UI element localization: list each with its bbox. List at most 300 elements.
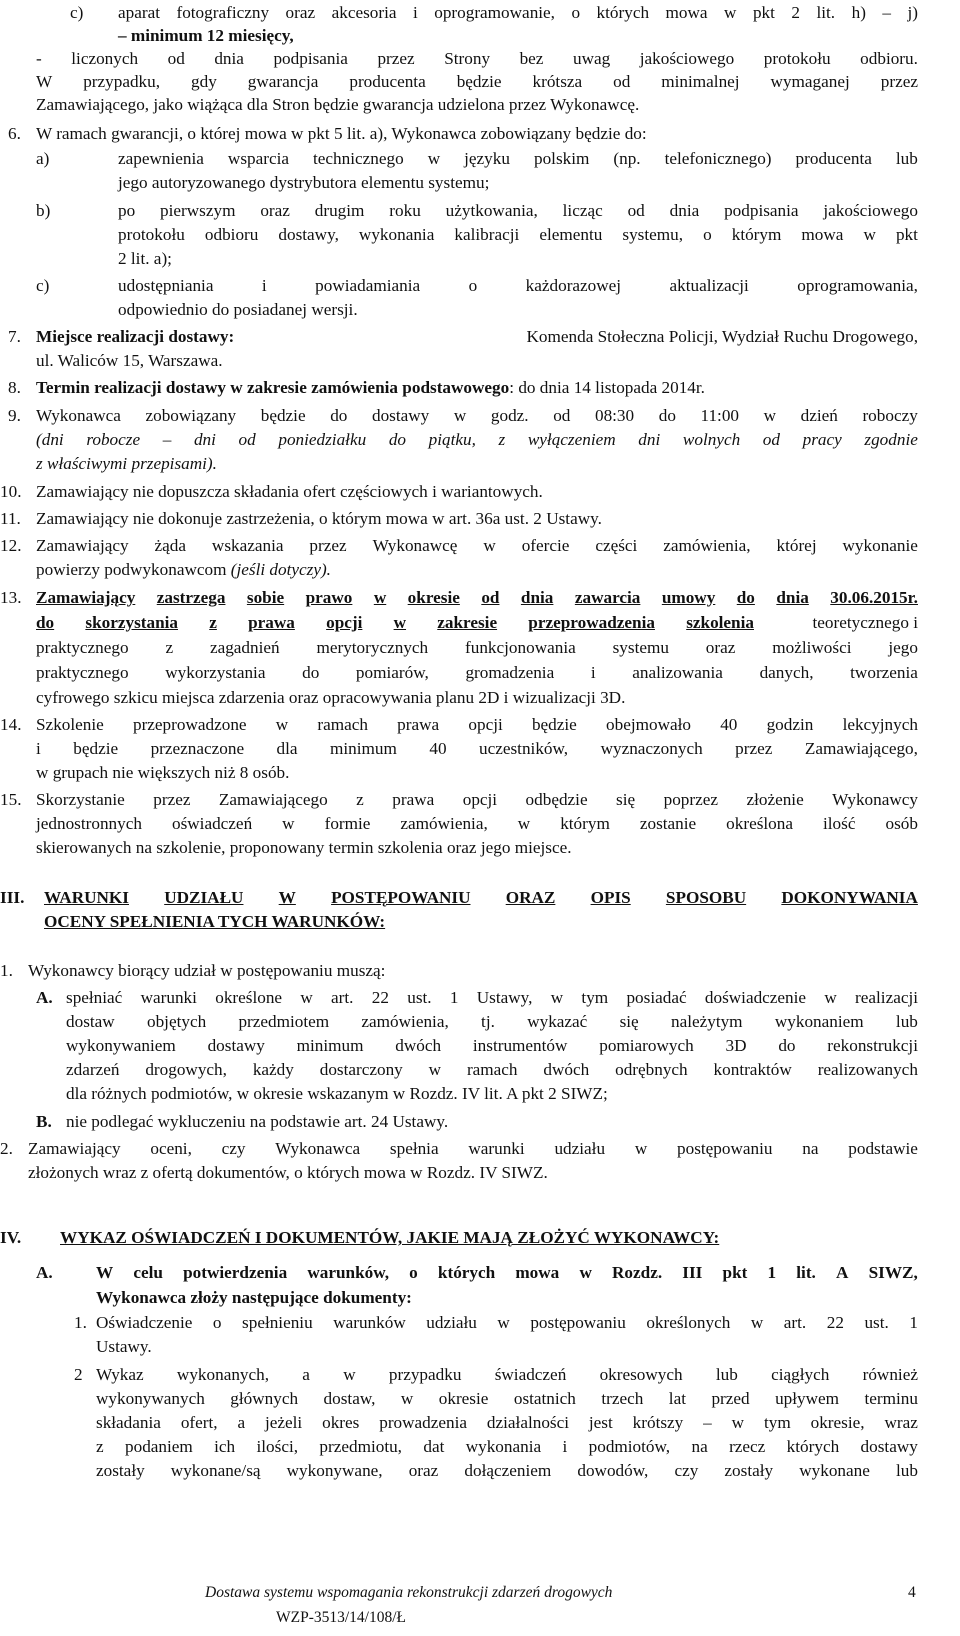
list-label: a) xyxy=(36,149,50,168)
word: okresie xyxy=(438,1389,489,1408)
word: potwierdzenia xyxy=(183,1263,288,1282)
word: będzie xyxy=(73,739,119,758)
list-label: b) xyxy=(36,201,51,220)
word: UDZIAŁU xyxy=(164,888,244,907)
word: lekcyjnych xyxy=(842,715,918,734)
word: Wykonawcy xyxy=(832,790,918,809)
word: w xyxy=(517,814,531,833)
word: roboczy xyxy=(862,406,918,425)
word: formie xyxy=(324,814,371,833)
word: poniedziałku xyxy=(278,430,367,449)
paragraph-line xyxy=(36,326,918,348)
word: merytorycznych xyxy=(316,638,429,657)
word: każdy xyxy=(252,1060,294,1079)
word: warunki xyxy=(140,988,197,1007)
paragraph-line xyxy=(36,714,918,736)
word: dostaw, xyxy=(323,1389,376,1408)
word: spełniać xyxy=(66,988,123,1007)
word: skorzystania xyxy=(85,613,179,632)
paragraph-line xyxy=(118,148,918,170)
paragraph-line xyxy=(96,1388,918,1410)
word: podaniem xyxy=(125,1437,193,1456)
word: doświadczenie xyxy=(704,988,807,1007)
paragraph-line xyxy=(118,200,918,222)
word: roku xyxy=(389,201,421,220)
word: analizowania xyxy=(632,663,723,682)
word: ORAZ xyxy=(505,888,556,907)
paragraph-line xyxy=(36,612,918,634)
word: – xyxy=(162,430,172,449)
word: Ustawy, xyxy=(476,988,533,1007)
list-label: A. xyxy=(36,1263,53,1282)
word: i xyxy=(36,739,41,758)
word: osób xyxy=(885,814,918,833)
word: lub xyxy=(895,1012,918,1031)
word: praktycznego xyxy=(36,638,129,657)
word: odbioru xyxy=(204,225,259,244)
word: godzin xyxy=(766,715,814,734)
word: będzie xyxy=(260,406,306,425)
word: z xyxy=(96,1437,104,1456)
word: w xyxy=(393,613,407,632)
word: h) xyxy=(851,3,866,22)
word: w xyxy=(724,3,737,22)
paragraph-line: w grupach nie większych niż 8 osób. xyxy=(36,763,290,782)
word: w xyxy=(427,149,441,168)
word: instrumentów xyxy=(472,1036,568,1055)
section-title: WYKAZ OŚWIADCZEŃ I DOKUMENTÓW, JAKIE MAJĄ ZŁOŻYĆ WYKONAWCY: xyxy=(60,1228,720,1247)
word: tj. xyxy=(481,1012,495,1031)
word: objętych xyxy=(146,1012,207,1031)
word: zawarcia xyxy=(574,588,641,607)
word: aparat xyxy=(118,3,160,22)
word: udostępniania xyxy=(118,276,214,295)
word: w xyxy=(453,406,467,425)
word: podstawie xyxy=(848,1139,918,1158)
word: w xyxy=(483,536,496,555)
word: ofercie xyxy=(521,536,570,555)
paragraph-line xyxy=(96,1412,918,1434)
word: robocze xyxy=(86,430,141,449)
section-title xyxy=(44,887,918,909)
word: działalności xyxy=(486,1413,570,1432)
list-number: 2. xyxy=(0,1139,13,1158)
word: 3D xyxy=(725,1036,747,1055)
word: Zamawiającego xyxy=(218,790,328,809)
word: protokołu xyxy=(763,49,831,68)
word: liczonych xyxy=(71,49,139,68)
word: oraz xyxy=(285,3,316,22)
word: trzech xyxy=(601,1389,644,1408)
list-number: 14. xyxy=(0,715,22,734)
word: obejmowało xyxy=(606,715,691,734)
word: pomiarowych xyxy=(599,1036,694,1055)
word: 40 xyxy=(720,715,738,734)
word: wykonywane, xyxy=(286,1461,383,1480)
word: krótsza xyxy=(532,72,583,91)
word: wykonanie xyxy=(842,536,918,555)
word: Strony xyxy=(444,49,491,68)
paragraph-line xyxy=(36,405,918,427)
word: 08:30 xyxy=(594,406,635,425)
word: prawo xyxy=(305,588,353,607)
paragraph-line: złożonych wraz z ofertą dokumentów, o których mowa w Rozdz. IV SIWZ. xyxy=(28,1163,548,1182)
list-label: c) xyxy=(70,3,84,22)
word: w xyxy=(731,1413,745,1432)
word: 11:00 xyxy=(700,406,740,425)
word: z xyxy=(356,790,364,809)
paragraph-line: jego autoryzowanego dystrybutora elementu systemu; xyxy=(118,173,490,192)
word: jeżeli xyxy=(264,1413,303,1432)
word: producenta xyxy=(349,72,426,91)
word: warunków, xyxy=(307,1263,389,1282)
list-number: 1. xyxy=(0,961,13,980)
word: w xyxy=(634,1139,648,1158)
paragraph-line xyxy=(66,1035,918,1057)
word: prawa xyxy=(397,715,440,734)
word: OPIS xyxy=(590,888,631,907)
word: minimalnej xyxy=(661,72,740,91)
word: dostawy, xyxy=(278,225,339,244)
word: głównych xyxy=(230,1389,299,1408)
paragraph-line xyxy=(36,637,918,659)
paragraph-line: Wykonawcy biorący udział w postępowaniu muszą: xyxy=(28,961,386,980)
word: A xyxy=(836,1263,849,1282)
paragraph-line xyxy=(66,987,918,1009)
paragraph-text: teoretycznego i xyxy=(812,613,918,632)
word: szkolenia xyxy=(686,613,754,632)
word: dołączeniem xyxy=(464,1461,552,1480)
word: wolnych xyxy=(682,430,741,449)
word: oprogramowanie, xyxy=(434,3,555,22)
word: wymaganej xyxy=(770,72,850,91)
word: POSTĘPOWANIU xyxy=(331,888,471,907)
word: dnia xyxy=(520,588,554,607)
footer-title: Dostawa systemu wspomagania rekonstrukcji zdarzeń drogowych xyxy=(205,1584,613,1601)
word: godz. xyxy=(490,406,529,425)
word: 1 xyxy=(449,988,459,1007)
paragraph-line xyxy=(28,1138,918,1160)
word: będzie xyxy=(456,72,502,91)
word: warunki xyxy=(468,1139,525,1158)
word: umowy xyxy=(661,588,716,607)
word: Wykonawcę xyxy=(372,536,458,555)
word: wykonanych, xyxy=(176,1365,270,1384)
paragraph-line xyxy=(96,1364,918,1386)
word: w xyxy=(550,988,564,1007)
word: o xyxy=(468,276,478,295)
word: celu xyxy=(133,1263,163,1282)
word: oraz xyxy=(408,1461,439,1480)
word: przeprowadzenia xyxy=(528,613,655,632)
paragraph-line: Wykonawca złoży następujące dokumenty: xyxy=(96,1288,412,1307)
word: rekonstrukcji xyxy=(827,1036,918,1055)
word: przedmiotu, xyxy=(319,1437,402,1456)
paragraph-line xyxy=(118,275,918,297)
word: Wykonawca xyxy=(36,406,121,425)
word: postępowaniu xyxy=(530,1313,626,1332)
word: na xyxy=(691,1437,708,1456)
word: 1 xyxy=(909,1313,918,1332)
word: 30.06.2015r. xyxy=(830,588,918,607)
word: od xyxy=(613,72,631,91)
list-number: 1. xyxy=(74,1313,87,1332)
paragraph-line: Zamawiający nie dopuszcza składania ofert częściowych i wariantowych. xyxy=(36,482,543,501)
paragraph-line xyxy=(96,1312,918,1334)
word: składania xyxy=(96,1413,161,1432)
paragraph-line xyxy=(36,48,918,70)
paragraph-text: Komenda Stołeczna Policji, Wydział Ruchu Drogowego, xyxy=(526,327,918,346)
word: określonych xyxy=(646,1313,731,1332)
word: postępowaniu xyxy=(677,1139,773,1158)
word: wykonaniem xyxy=(774,1012,864,1031)
word: Skorzystanie xyxy=(36,790,125,809)
word: okresie, xyxy=(810,1413,865,1432)
paragraph-line xyxy=(36,429,918,451)
word: i xyxy=(412,3,418,22)
word: których xyxy=(437,1263,496,1282)
word: dostawy xyxy=(207,1036,265,1055)
word: SPOSOBU xyxy=(665,888,747,907)
word: opcji xyxy=(468,715,503,734)
word: systemu, xyxy=(622,225,684,244)
footer-reference: WZP-3513/14/108/Ł xyxy=(276,1609,407,1626)
word: w xyxy=(373,588,387,607)
word: każdorazowej xyxy=(525,276,622,295)
word: dni xyxy=(193,430,216,449)
word: licząc xyxy=(562,201,603,220)
word: aktualizacji xyxy=(669,276,749,295)
word: od xyxy=(481,588,500,607)
list-number: 11. xyxy=(0,509,21,528)
paragraph-line xyxy=(66,1059,918,1081)
word: realizowanych xyxy=(817,1060,918,1079)
word: podmiotów, xyxy=(588,1437,671,1456)
word: jest xyxy=(588,1413,613,1432)
word: wraz xyxy=(884,1413,918,1432)
word: czy xyxy=(221,1139,246,1158)
word: żąda xyxy=(154,536,186,555)
word: lub xyxy=(895,149,918,168)
word: w xyxy=(497,1313,510,1332)
list-label: B. xyxy=(36,1112,52,1131)
word: danych, xyxy=(759,663,814,682)
list-number: 8. xyxy=(8,378,21,397)
list-number: 13. xyxy=(0,588,22,607)
word: dnia xyxy=(669,201,700,220)
word: protokołu xyxy=(118,225,185,244)
word: zostały xyxy=(96,1461,145,1480)
paragraph-line: z właściwymi przepisami). xyxy=(36,454,217,473)
word: piątku, xyxy=(428,430,476,449)
word: mowa xyxy=(515,1263,560,1282)
paragraph-line xyxy=(96,1460,918,1482)
word: zapewnienia xyxy=(118,149,204,168)
word: tym xyxy=(763,1413,791,1432)
word: Wykonawca xyxy=(275,1139,361,1158)
word: sobie xyxy=(246,588,285,607)
word: minimum xyxy=(296,1036,364,1055)
word: Wykaz xyxy=(96,1365,144,1384)
word: od xyxy=(762,430,780,449)
word: ofert, xyxy=(180,1413,218,1432)
word: dwóch xyxy=(395,1036,442,1055)
word: opcji xyxy=(326,613,363,632)
word: o xyxy=(409,1263,418,1282)
word: krótszy xyxy=(632,1413,684,1432)
word: dwóch xyxy=(543,1060,590,1079)
word: a xyxy=(302,1365,310,1384)
word: fotograficzny xyxy=(176,3,270,22)
paragraph-text: powierzy podwykonawcom xyxy=(36,560,227,579)
word: 22 xyxy=(826,1313,844,1332)
word: o xyxy=(703,225,712,244)
word: jakościowego xyxy=(639,49,735,68)
word: WARUNKI xyxy=(44,888,129,907)
word: a xyxy=(237,1413,246,1432)
word: polskim xyxy=(533,149,590,168)
word: wsparcia xyxy=(227,149,289,168)
word: od xyxy=(167,49,185,68)
word: której xyxy=(776,536,817,555)
word: bez xyxy=(519,49,544,68)
list-label: A. xyxy=(36,988,53,1007)
word: i xyxy=(562,1437,568,1456)
word: lub xyxy=(895,1461,918,1480)
word: wykonywaniem xyxy=(66,1036,176,1055)
word: ich xyxy=(214,1437,236,1456)
word: Zamawiający xyxy=(28,1139,121,1158)
word: Rozdz. xyxy=(612,1263,663,1282)
paragraph-line xyxy=(36,662,918,684)
section-title: OCENY SPEŁNIENIA TYCH WARUNKÓW: xyxy=(44,912,386,931)
word: 1 xyxy=(767,1263,777,1282)
word: podpisania xyxy=(273,49,348,68)
word: DOKONYWANIA xyxy=(781,888,918,907)
word: kalibracji xyxy=(454,225,520,244)
word: oraz xyxy=(260,201,290,220)
word: Zamawiający xyxy=(36,588,136,607)
word: do xyxy=(330,406,348,425)
word: w xyxy=(275,715,289,734)
word: minimum xyxy=(330,739,397,758)
word: systemu xyxy=(612,638,669,657)
word: prawa xyxy=(392,790,435,809)
word: upływem xyxy=(775,1389,840,1408)
word: dostarczony xyxy=(319,1060,403,1079)
word: – xyxy=(703,1413,712,1432)
paragraph-line: 2 lit. a); xyxy=(118,249,172,268)
word: SIWZ, xyxy=(868,1263,918,1282)
word: W xyxy=(36,72,53,91)
word: dostaw xyxy=(66,1012,115,1031)
word: których xyxy=(786,1437,840,1456)
word: dat xyxy=(423,1437,445,1456)
bold-underline-text xyxy=(36,612,754,634)
word: tym xyxy=(581,988,609,1007)
word: pracy xyxy=(802,430,842,449)
word: oceni, xyxy=(150,1139,192,1158)
word: tworzenia xyxy=(850,663,918,682)
word: pkt xyxy=(722,1263,748,1282)
word: akcesoria xyxy=(331,3,397,22)
word: podpisania xyxy=(724,201,799,220)
word: czy xyxy=(674,1461,699,1480)
word: Zamawiający xyxy=(36,536,129,555)
word: praktycznego xyxy=(36,663,129,682)
word: od xyxy=(627,201,645,220)
word: gwarancja xyxy=(247,72,319,91)
word: od xyxy=(553,406,571,425)
word: producenta xyxy=(795,149,872,168)
word: zamówienia, xyxy=(663,536,751,555)
word: rzecz xyxy=(729,1437,766,1456)
paragraph-line xyxy=(96,1262,918,1284)
word: do xyxy=(778,1036,796,1055)
word: określone xyxy=(215,988,283,1007)
word: świadczeń xyxy=(494,1365,567,1384)
paragraph-line: cyfrowego szkicu miejsca zdarzenia oraz opracowywania planu 2D i wizualizacji 3D. xyxy=(36,688,626,707)
word: pomiarów, xyxy=(355,663,429,682)
paragraph-line: W ramach gwarancji, o której mowa w pkt 5 lit. a), Wykonawca zobowiązany będzie do: xyxy=(36,124,647,143)
word: W xyxy=(278,888,296,907)
word: przypadku, xyxy=(83,72,161,91)
paragraph-line xyxy=(66,1011,918,1033)
italic-note: (jeśli dotyczy). xyxy=(230,560,331,579)
page-number: 4 xyxy=(908,1584,916,1601)
list-label: c) xyxy=(36,276,50,295)
paragraph-text: : do dnia 14 listopada 2014r. xyxy=(509,378,705,397)
word: lit. xyxy=(816,3,836,22)
paragraph-line xyxy=(36,813,918,835)
word: w xyxy=(282,814,295,833)
paragraph-line xyxy=(36,789,918,811)
word: drogowych, xyxy=(145,1060,227,1079)
word: wykazać xyxy=(527,1012,588,1031)
word: terminu xyxy=(864,1389,918,1408)
word: lub xyxy=(715,1365,738,1384)
word: wskazania xyxy=(211,536,284,555)
word: ust. xyxy=(864,1313,889,1332)
bold-label: Miejsce realizacji dostawy: xyxy=(36,327,235,346)
word: się xyxy=(619,1012,639,1031)
paragraph-line xyxy=(36,377,705,399)
word: ostatnich xyxy=(513,1389,576,1408)
word: w xyxy=(300,988,313,1007)
word: zamówienia, xyxy=(400,814,488,833)
word: w xyxy=(579,1263,592,1282)
word: lat xyxy=(668,1389,686,1408)
paragraph-line: nie podlegać wykluczeniu na podstawie art. 24 Ustawy. xyxy=(66,1112,449,1131)
word: części xyxy=(595,536,638,555)
word: 2 xyxy=(791,3,800,22)
word: dni xyxy=(638,430,661,449)
word: oświadczeń xyxy=(171,814,253,833)
word: języku xyxy=(464,149,510,168)
word: ilość xyxy=(823,814,856,833)
word: (np. xyxy=(613,149,641,168)
word: dostawy xyxy=(371,406,430,425)
word: na xyxy=(802,1139,819,1158)
word: po xyxy=(118,201,136,220)
word: do xyxy=(388,430,406,449)
word: – xyxy=(882,3,891,22)
word: poprzez xyxy=(663,790,718,809)
list-number: 10. xyxy=(0,482,22,501)
word: okres xyxy=(322,1413,360,1432)
paragraph-line: odpowiednio do posiadanej wersji. xyxy=(118,300,358,319)
word: należytym xyxy=(670,1012,743,1031)
